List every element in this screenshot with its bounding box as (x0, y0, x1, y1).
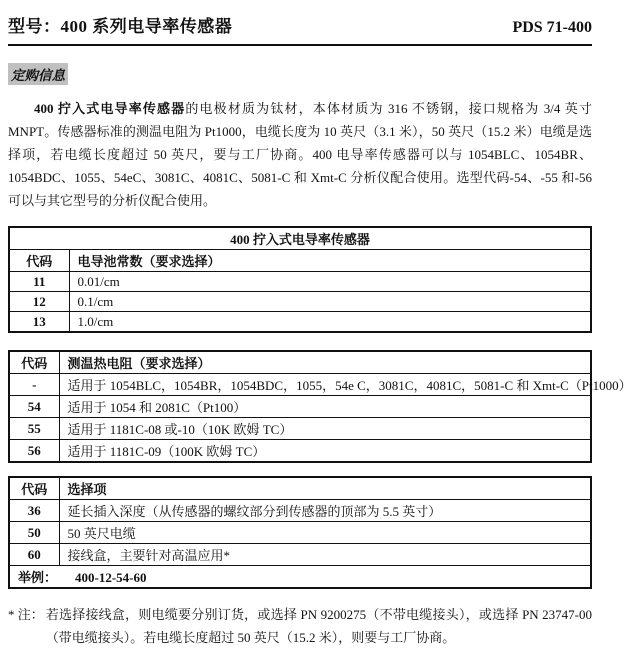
document-header (8, 10, 592, 37)
section-heading-label: 定购信息 (8, 63, 68, 85)
desc-cell: 适用于 1181C-08 或-10（10K 欧姆 TC） (59, 418, 591, 440)
table-title: 400 拧入式电导率传感器 (9, 227, 591, 250)
code-cell: 56 (9, 440, 59, 463)
page-title: 型号：400 系列电导率传感器 (8, 17, 233, 36)
desc-cell: 适用于 1054 和 2081C（Pt100） (59, 396, 591, 418)
code-cell: - (9, 374, 59, 396)
code-cell: 11 (9, 272, 69, 292)
footnote-text: 若选择接线盒，则电缆要分别订货，或选择 PN 9200275（不带电缆接头），或选择 PN 23747-00（带电缆接头）。若电缆长度超过 50 英尺（15.2 米），则要与工厂协商。 (45, 607, 592, 645)
code-cell: 12 (9, 292, 69, 312)
footnote-marker: * 注： (8, 607, 44, 622)
document-number: PDS 71-400 (512, 19, 592, 36)
section-heading (8, 63, 68, 85)
code-cell: 13 (9, 312, 69, 333)
table-row (9, 500, 591, 522)
intro-lead: 400 拧入式电导率传感器 (34, 101, 186, 116)
table-row (9, 312, 591, 333)
intro-paragraph (8, 97, 592, 212)
table-header-row (9, 477, 591, 500)
code-cell: 50 (9, 522, 59, 544)
code-cell: 60 (9, 544, 59, 566)
desc-header-cell: 选择项 (59, 477, 591, 500)
code-header-cell: 代码 (9, 250, 69, 272)
code-cell: 55 (9, 418, 59, 440)
table-row (9, 396, 591, 418)
footnote (8, 603, 592, 649)
code-header-cell: 代码 (9, 477, 59, 500)
table-row (9, 544, 591, 566)
desc-cell: 适用于 1054BLC，1054BR，1054BDC，1055，54e C，3081C，4081C，5081-C 和 Xmt-C（Pt1000） (59, 374, 591, 396)
table-title-row (9, 227, 591, 250)
table-header-row (9, 250, 591, 272)
example-label: 举例： (18, 570, 58, 585)
desc-cell: 50 英尺电缆 (59, 522, 591, 544)
desc-cell: 延长插入深度（从传感器的螺纹部分到传感器的顶部为 5.5 英寸） (59, 500, 591, 522)
example-value: 400-12-54-60 (75, 570, 147, 585)
example-cell (9, 566, 591, 589)
table-row (9, 292, 591, 312)
cell-constant-table (8, 226, 592, 333)
table-row (9, 522, 591, 544)
desc-header-cell: 测温热电阻（要求选择） (59, 351, 591, 374)
header-divider (8, 44, 592, 46)
rtd-table (8, 350, 632, 463)
desc-cell: 1.0/cm (69, 312, 591, 333)
code-cell: 54 (9, 396, 59, 418)
desc-header-cell: 电导池常数（要求选择） (69, 250, 591, 272)
code-cell: 36 (9, 500, 59, 522)
example-row (9, 566, 591, 589)
intro-body: 的电极材质为钛材，本体材质为 316 不锈钢，接口规格为 3/4 英寸 MNPT。传感器标准的测温电阻为 Pt1000，电缆长度为 10 英尺（3.1 米），50 英尺（15.2 米）电缆是选择项，若电缆长度超过 50 英尺，要与工厂协商。400 电导率传感器可以与 1054BLC、1054BR、1054BDC、1055、54eC、3081C、4081C、5081-C 和 Xmt-C 分析仪配合使用。选型代码-54、-55 和-56 可以与其它型号的分析仪配合使用。 (8, 101, 592, 208)
desc-cell: 适用于 1181C-09（100K 欧姆 TC） (59, 440, 591, 463)
desc-cell: 0.1/cm (69, 292, 591, 312)
options-table (8, 476, 592, 589)
table-header-row (9, 351, 591, 374)
table-row (9, 418, 591, 440)
desc-cell: 接线盒，主要针对高温应用* (59, 544, 591, 566)
table-row (9, 374, 591, 396)
table-row (9, 440, 591, 463)
table-row (9, 272, 591, 292)
code-header-cell: 代码 (9, 351, 59, 374)
desc-cell: 0.01/cm (69, 272, 591, 292)
